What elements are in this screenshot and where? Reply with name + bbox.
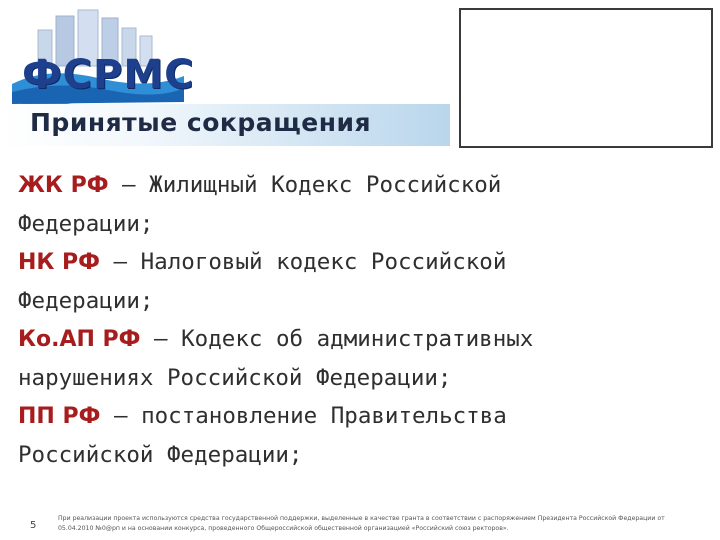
list-item (18, 166, 708, 243)
slide-number: 5 (30, 520, 37, 531)
definition-line: Российской Федерации; (18, 442, 303, 468)
definition-line: нарушениях Российской Федерации; (18, 365, 452, 391)
abbreviation: ПП РФ (18, 404, 101, 429)
footnote-line: При реализации проекта используются средства государственной поддержки, выделенные в качестве гранта в соответствии с распоряжением Президента Российской Федерации от (58, 515, 665, 522)
abbreviation: Ко.АП РФ (18, 327, 141, 352)
definition-line: – Налоговый кодекс Российской (100, 249, 507, 275)
list-item (18, 320, 708, 397)
abbreviation: ЖК РФ (18, 173, 109, 198)
abbreviation: НК РФ (18, 250, 100, 275)
abbreviations-list (18, 166, 708, 474)
definition-line: – постановление Правительства (100, 403, 507, 429)
image-frame (459, 8, 713, 148)
definition-line: Федерации; (18, 288, 154, 314)
list-item (18, 397, 708, 474)
footnote-line: 05.04.2010 №0@рп и на основании конкурса, проведенного Общероссийской общественной организацией «Российский союз ректоров». (58, 525, 509, 532)
logo-text: ФСРМС (22, 52, 195, 98)
definition-line: – Жилищный Кодекс Российской (108, 172, 502, 198)
definition-line: – Кодекс об административных (140, 326, 534, 352)
footnote (58, 514, 698, 534)
page-title: Принятые сокращения (30, 108, 372, 137)
definition-line: Федерации; (18, 211, 154, 237)
list-item (18, 243, 708, 320)
fsrms-logo (8, 6, 195, 106)
